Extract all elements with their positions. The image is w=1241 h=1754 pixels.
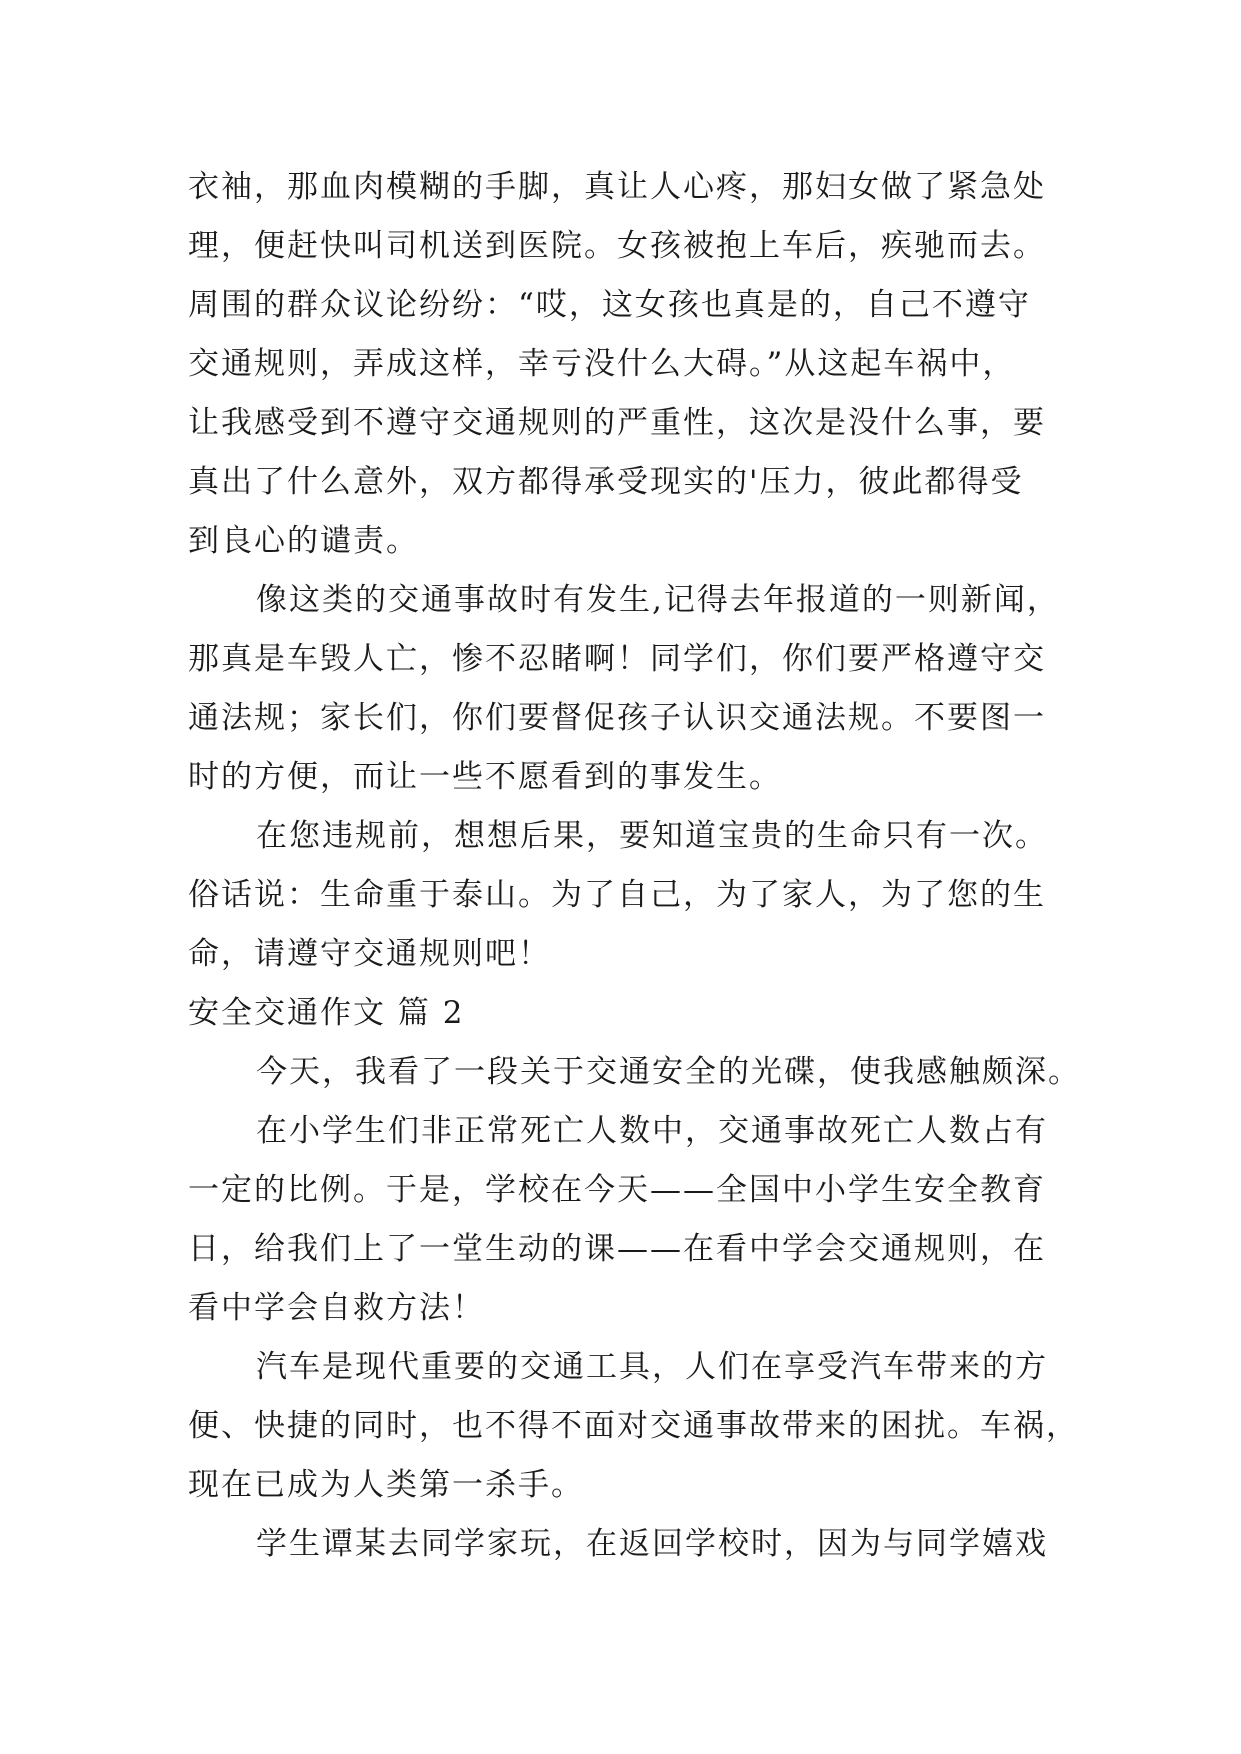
text-line: 让我感受到不遵守交通规则的严重性，这次是没什么事，要 — [188, 405, 1046, 441]
text-line: 现在已成为人类第一杀手。 — [188, 1467, 584, 1503]
text-line: 日，给我们上了一堂生动的课——在看中学会交通规则，在 — [188, 1231, 1046, 1267]
text-line: 在小学生们非正常死亡人数中，交通事故死亡人数占有 — [256, 1113, 1048, 1149]
text-line: 便、快捷的同时，也不得不面对交通事故带来的困扰。车祸， — [188, 1408, 1079, 1444]
text-line: 看中学会自救方法！ — [188, 1290, 485, 1326]
text-line: 命，请遵守交通规则吧！ — [188, 936, 551, 972]
text-line: 学生谭某去同学家玩，在返回学校时，因为与同学嬉戏 — [256, 1526, 1048, 1562]
text-line: 俗话说：生命重于泰山。为了自己，为了家人，为了您的生 — [188, 877, 1046, 913]
text-line: 在您违规前，想想后果，要知道宝贵的生命只有一次。 — [256, 818, 1048, 854]
text-line: 真出了什么意外，双方都得承受现实的'压力，彼此都得受 — [188, 464, 1024, 500]
text-line: 衣袖，那血肉模糊的手脚，真让人心疼，那妇女做了紧急处 — [188, 169, 1046, 205]
text-line: 周围的群众议论纷纷：“哎，这女孩也真是的，自己不遵守 — [188, 287, 1031, 323]
document-body — [188, 158, 1081, 1574]
text-line: 像这类的交通事故时有发生,记得去年报道的一则新闻， — [256, 582, 1060, 618]
text-line: 汽车是现代重要的交通工具，人们在享受汽车带来的方 — [256, 1349, 1048, 1385]
text-line: 一定的比例。于是，学校在今天——全国中小学生安全教育 — [188, 1172, 1046, 1208]
section-heading: 安全交通作文 篇 2 — [188, 995, 465, 1031]
text-line: 交通规则，弄成这样，幸亏没什么大碍。”从这起车祸中， — [188, 346, 1016, 382]
text-line: 时的方便，而让一些不愿看到的事发生。 — [188, 759, 782, 795]
text-line: 通法规；家长们，你们要督促孩子认识交通法规。不要图一 — [188, 700, 1046, 736]
text-line: 到良心的谴责。 — [188, 523, 419, 559]
text-line: 今天，我看了一段关于交通安全的光碟，使我感触颇深。 — [256, 1054, 1081, 1090]
text-line: 理，便赶快叫司机送到医院。女孩被抱上车后，疾驰而去。 — [188, 228, 1046, 264]
text-line: 那真是车毁人亡，惨不忍睹啊！同学们，你们要严格遵守交 — [188, 641, 1046, 677]
